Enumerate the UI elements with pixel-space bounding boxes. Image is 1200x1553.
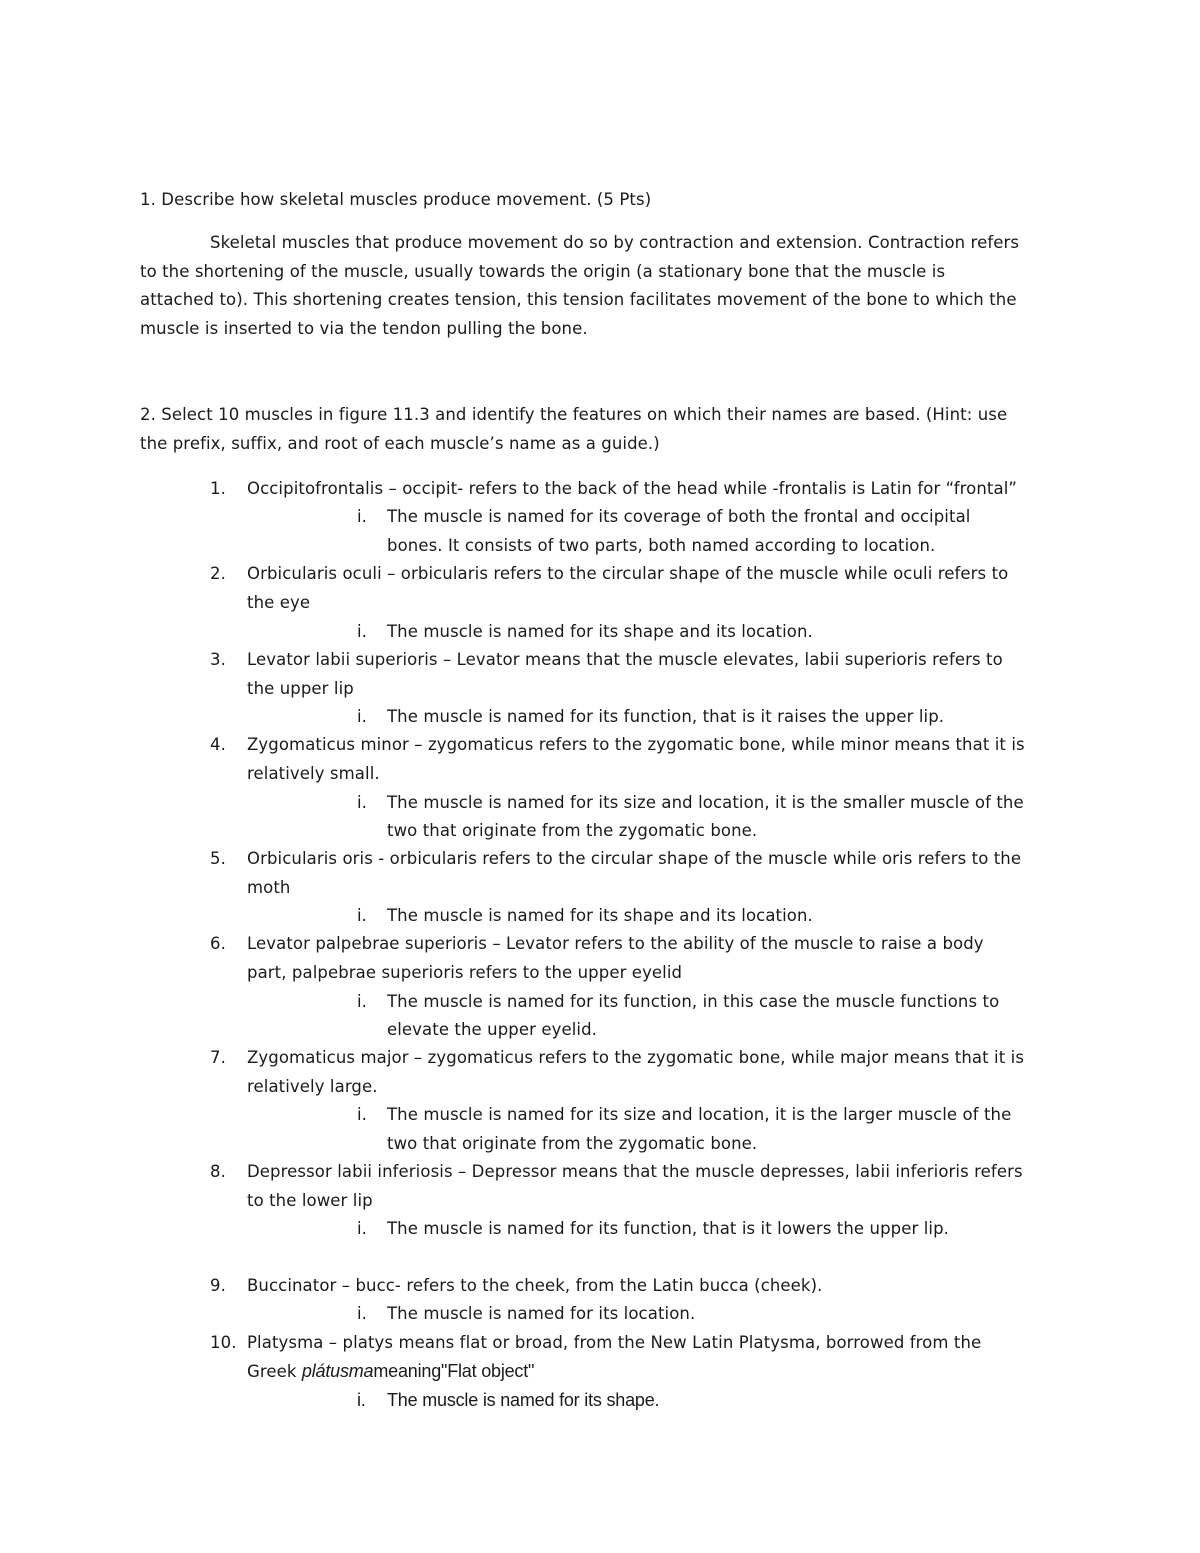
item-8-number: 8. <box>210 1162 226 1181</box>
q1-answer-line-2: to the shortening of the muscle, usually towards the origin (a stationary bone that the muscle is <box>140 262 946 281</box>
item-7-number: 7. <box>210 1048 226 1067</box>
item-4-line-2: relatively small. <box>247 764 380 783</box>
item-5-line-2: moth <box>247 878 291 897</box>
item-10-sub-line-1: The muscle is named for its shape. <box>387 1390 660 1410</box>
item-10-line-2-post: meaning"Flat object" <box>373 1361 535 1381</box>
item-3-number: 3. <box>210 650 226 669</box>
item-8-sub-line-1: The muscle is named for its function, that is it lowers the upper lip. <box>387 1219 949 1238</box>
q1-heading: 1. Describe how skeletal muscles produce movement. (5 Pts) <box>140 190 652 209</box>
item-6-number: 6. <box>210 934 226 953</box>
item-7-line-1: Zygomaticus major – zygomaticus refers to the zygomatic bone, while major means that it is <box>247 1048 1025 1067</box>
item-2-sub-marker: i. <box>357 622 368 641</box>
item-5-sub-line-1: The muscle is named for its shape and its location. <box>387 906 813 925</box>
item-6-line-1: Levator palpebrae superioris – Levator refers to the ability of the muscle to raise a body <box>247 934 984 953</box>
item-3-line-2: the upper lip <box>247 679 354 698</box>
item-2-sub-line-1: The muscle is named for its shape and its location. <box>387 622 813 641</box>
item-7-line-2: relatively large. <box>247 1077 378 1096</box>
item-7-sub-line-2: two that originate from the zygomatic bone. <box>387 1134 758 1153</box>
q1-answer-line-3: attached to). This shortening creates tension, this tension facilitates movement of the bone to which the <box>140 290 1017 309</box>
item-10-sub-marker: i. <box>357 1390 366 1410</box>
item-6-sub-line-1: The muscle is named for its function, in this case the muscle functions to <box>387 992 1000 1011</box>
item-10-line-1: Platysma – platys means flat or broad, from the New Latin Platysma, borrowed from the <box>247 1333 982 1352</box>
item-3-sub-line-1: The muscle is named for its function, that is it raises the upper lip. <box>387 707 945 726</box>
item-10-greek-term: plátusma <box>301 1361 374 1381</box>
item-3-sub-marker: i. <box>357 707 368 726</box>
item-10-number: 10. <box>210 1333 237 1352</box>
item-4-line-1: Zygomaticus minor – zygomaticus refers to the zygomatic bone, while minor means that it is <box>247 735 1025 754</box>
item-8-line-2: to the lower lip <box>247 1191 373 1210</box>
item-4-sub-marker: i. <box>357 793 368 812</box>
item-9-number: 9. <box>210 1276 226 1295</box>
item-5-number: 5. <box>210 849 226 868</box>
item-1-number: 1. <box>210 479 226 498</box>
q2-heading-line-1: 2. Select 10 muscles in figure 11.3 and identify the features on which their names are based. (Hint: use <box>140 405 1008 424</box>
item-8-sub-marker: i. <box>357 1219 368 1238</box>
q2-heading-line-2: the prefix, suffix, and root of each muscle’s name as a guide.) <box>140 434 660 453</box>
item-6-line-2: part, palpebrae superioris refers to the upper eyelid <box>247 963 683 982</box>
item-4-number: 4. <box>210 735 226 754</box>
item-5-line-1: Orbicularis oris - orbicularis refers to the circular shape of the muscle while oris refers to the <box>247 849 1022 868</box>
item-10-line-2 <box>247 1361 534 1382</box>
item-10-line-2-pre: Greek <box>247 1362 302 1381</box>
item-2-number: 2. <box>210 564 226 583</box>
item-2-line-1: Orbicularis oculi – orbicularis refers to the circular shape of the muscle while oculi refers to <box>247 564 1009 583</box>
item-6-sub-line-2: elevate the upper eyelid. <box>387 1020 597 1039</box>
item-9-line-1: Buccinator – bucc- refers to the cheek, from the Latin bucca (cheek). <box>247 1276 823 1295</box>
item-4-sub-line-1: The muscle is named for its size and location, it is the smaller muscle of the <box>387 793 1024 812</box>
q1-answer-line-4: muscle is inserted to via the tendon pulling the bone. <box>140 319 588 338</box>
item-9-sub-marker: i. <box>357 1304 368 1323</box>
item-1-sub-marker: i. <box>357 507 368 526</box>
item-1-line-1: Occipitofrontalis – occipit- refers to the back of the head while -frontalis is Latin for “frontal” <box>247 479 1018 498</box>
q1-answer-line-1: Skeletal muscles that produce movement do so by contraction and extension. Contraction refers <box>210 233 1020 252</box>
item-4-sub-line-2: two that originate from the zygomatic bone. <box>387 821 758 840</box>
item-7-sub-line-1: The muscle is named for its size and location, it is the larger muscle of the <box>387 1105 1012 1124</box>
item-1-sub-line-2: bones. It consists of two parts, both named according to location. <box>387 536 936 555</box>
item-9-sub-line-1: The muscle is named for its location. <box>387 1304 696 1323</box>
item-8-line-1: Depressor labii inferiosis – Depressor means that the muscle depresses, labii inferioris refers <box>247 1162 1023 1181</box>
item-3-line-1: Levator labii superioris – Levator means that the muscle elevates, labii superioris refers to <box>247 650 1003 669</box>
item-5-sub-marker: i. <box>357 906 368 925</box>
item-6-sub-marker: i. <box>357 992 368 1011</box>
item-1-sub-line-1: The muscle is named for its coverage of both the frontal and occipital <box>387 507 971 526</box>
item-7-sub-marker: i. <box>357 1105 368 1124</box>
item-2-line-2: the eye <box>247 593 311 612</box>
